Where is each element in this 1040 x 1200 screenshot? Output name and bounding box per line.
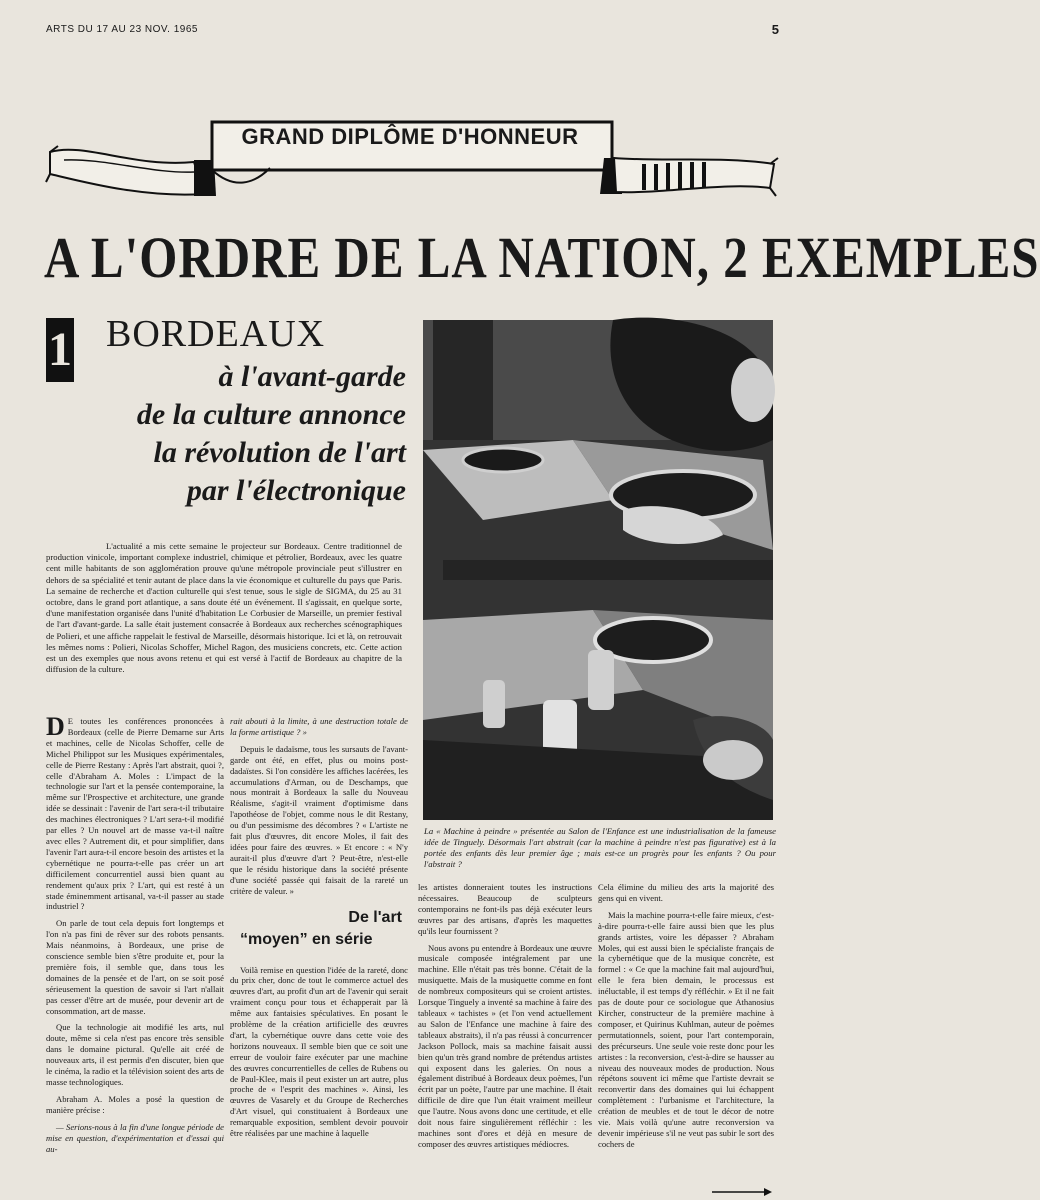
paragraph: Depuis le dadaïsme, tous les sursauts de l'avant-garde ont été, en effet, plus ou moins post-dadaïstes. Si l'on considère les affiches lacérées, les accumulations d'Arman, ou de Deschamps, que nous montrait à Bordeaux la salle du Nouveau Réalisme, s'agit-il vraiment d'optimisme dans l'apothéose de l'objet, comme nous le dit Restany, ou d'un pessimisme des décombres ? « L'artiste ne fait plus d'œuvres, dit encore Moles, il fait des idées pour faire des œuvres. » Et encore : « N'y aurait-il plus d'œuvre d'art ? Peut-être, n'est-elle que le résidu historique dans la société présente d'une société passée qui faisait de la rareté un critère de valeur. »	[230, 743, 408, 896]
article-column-4	[598, 882, 774, 1156]
subhead-line: de la culture annonce	[136, 398, 406, 431]
article-subhead	[46, 358, 406, 510]
paragraph: rait abouti à la limite, à une destruction totale de la forme artistique ? »	[230, 716, 408, 737]
article-kicker: BORDEAUX	[106, 313, 326, 355]
running-head: ARTS DU 17 AU 23 NOV. 1965	[46, 24, 198, 35]
banner-label: GRAND DIPLÔME D'HONNEUR	[241, 124, 579, 149]
paragraph: Que la technologie ait modifié les arts, nul doute, même si cela n'est pas encore très sensible dans le domaine pictural. Qu'elle ait créé de nouveaux arts, il est permis d'en discuter, bien que le cinéma, la radio et la télévision soient des arts de masse technologiques.	[46, 1022, 224, 1087]
paragraph: On parle de tout cela depuis fort longtemps et l'on n'a pas fini de rêver sur des robots pensants. Mais néanmoins, à Bordeaux, une prise de conscience semble bien s'être produite et, pour la première fois, il semble que, dans tous les domaines de la pensée et de l'art, on se soit posé sérieusement la question de savoir si l'art n'allait pas cesser d'être art de musée, pour devenir art de consommation, art de masse.	[46, 918, 224, 1016]
paragraph-text: E toutes les conférences prononcées à Bordeaux (celle de Pierre Demarne sur Arts et machines, celle de Nicolas Schoffer, celle de Michel Philippot sur les Musiques expérimentales, celle de Pierre Restany : Après l'art abstrait, quoi ?, celle d'Abraham A. Moles : L'impact de la technologie sur l'art et la pensée contemporaine, la même sur l'Prospective et architecture, une grande idée se dessinait : l'avenir de l'art sera-t-il tributaire des machines électroniques ? L'art sera-t-il modifié par elles ? Un nouvel art de masse va-t-il naître avec elles ? Autrement dit, et pour simplifier, dans l'avenir l'art aura-t-il encore besoin des artistes et la cybernétique ne pourra-t-elle pas créer un art difficilement concurrentiel aussi bien quant au rendement qu'aux prix ? L'art, qui est resté à un stade éminemment artisanal, va-t-il passer au stade industriel ?	[46, 716, 224, 912]
paragraph: — Serions-nous à la fin d'une longue période de mise en question, d'expérimentation et d'essai qui au-	[46, 1121, 224, 1154]
paragraph: Cela élimine du milieu des arts la majorité des gens qui en vivent.	[598, 882, 774, 903]
paragraph	[46, 712, 224, 912]
paragraph: Voilà remise en question l'idée de la rareté, donc du prix cher, donc de tout le commerce actuel des œuvres d'art, au profit d'un art de l'avenir qui serait vraiment conçu pour tous et échapperait par là même aux fantaisies spéculatives. En posant le problème de la création artificielle des œuvres d'art, la cybernétique ouvre dans cette voie des horizons nouveaux. Il semble bien que ce soit une erreur de vouloir faire exécuter par une machine des œuvres concurrentielles de celles de Rubens ou de Paul-Klee, mais il peut exister un art autre, plus proche de « l'esprit des machines ». Ainsi, les œuvres de Vasarely et du Groupe de Recherches d'Art visuel, qui constituaient à Bordeaux une remarquable exposition, semblent devoir pouvoir être réalisées par une machine à laquelle	[230, 964, 408, 1139]
article-subtitle	[230, 907, 408, 951]
article-column-1	[46, 712, 224, 1160]
paragraph: Nous avons pu entendre à Bordeaux une œuvre musicale composée intégralement par une machine. Elle n'était pas très bonne. C'était de la musiquette. Mais de la musiquette comme en font de nombreux compositeurs qui se croient artistes. Lorsque Tinguely a inventé sa machine à faire des tableaux « tachistes » (et l'on vend actuellement au Salon de l'Enfance une machine à faire des tableaux abstraits), il n'a pas réussi à concurrencer Jackson Pollock, mais sa machine faisait aussi bien qu'un très grand nombre de prétendus artistes qui exposent dans les galeries. On nous a également distribué à Bordeaux deux poèmes, l'un écrit par un poète, l'autre par une machine. Il était difficile de dire que l'un était vraiment meilleur que l'autre. Nous avons donc une certitude, et elle doit nous faire singulièrement réfléchir : les machines sont d'ores et déjà en mesure de composer des œuvres artistiques médiocres.	[418, 942, 592, 1149]
subhead-line: à l'avant-garde	[218, 360, 406, 393]
page-headline: A L'ORDRE DE LA NATION, 2 EXEMPLES	[44, 225, 1040, 291]
paragraph: les artistes donneraient toutes les instructions nécessaires. Beaucoup de sculpteurs contemporains ne font-ils pas déjà exécuter leurs œuvres par des artisans, d'après les maquettes qu'ils leur fournissent ?	[418, 882, 592, 936]
section-number-badge: 1	[46, 318, 74, 382]
drop-cap: D	[46, 712, 65, 741]
page-number: 5	[771, 22, 779, 37]
subtitle-line: “moyen” en série	[240, 930, 373, 948]
subhead-line: par l'électronique	[186, 474, 406, 507]
subhead-line: la révolution de l'art	[153, 436, 406, 469]
article-column-2	[230, 716, 408, 1145]
article-column-3	[418, 882, 592, 1156]
subtitle-line: De l'art	[348, 908, 402, 926]
continued-arrow-icon	[712, 1188, 772, 1196]
paragraph: Abraham A. Moles a posé la question de manière précise :	[46, 1093, 224, 1115]
painting-machine-photo	[423, 320, 773, 820]
photo-caption: La « Machine à peindre » présentée au Salon de l'Enfance est une industrialisation de la fameuse idée de Tinguely. Désormais l'art abstrait (car la machine à peindre n'est pas figurative) est à la portée des enfants dès leur premier âge ; mais est-ce un progrès pour les enfants ? Ou pour l'abstrait ?	[424, 826, 776, 869]
article-lede: L'actualité a mis cette semaine le projecteur sur Bordeaux. Centre traditionnel de production vinicole, important complexe industriel, chimique et pétrolier, Bordeaux, avec les quatre cent mille habitants de son agglomération prouve qu'une métropole provinciale peut s'illustrer en dehors de sa spécialité et tenir autant de place dans la vie économique et culturelle du pays que Paris. La semaine de recherche et d'action culturelle qui s'est tenue, sous le sigle de SIGMA, du 25 au 31 octobre, dans le grand port atlantique, a sans doute été un événement. Il s'agissait, en quelque sorte, d'une manifestation organisée dans l'unité d'habitation Le Corbusier de Marseille, un premier festival de l'art d'avant-garde. La salle était justement consacrée à Bordeaux aux recherches scénographiques de Polieri, et une affiche rappelait le festival de Marseille, désormais historique. Ici et là, on retrouvait les mêmes noms : Polieri, Nicolas Schoffer, Michel Ragon, des musiciens concrets, etc. Cette action est un des exemples que nous avons retenu et qui est versé à l'actif de Bordeaux au chapitre de la diffusion de la culture.	[46, 541, 402, 675]
paragraph: Mais la machine pourra-t-elle faire mieux, c'est-à-dire pourra-t-elle faire aussi bien que les plus grands artistes, voire les dépasser ? Abraham Moles, qui est aussi bien le spécialiste français de la cybernétique que de la musique concrète, est formel : « Ce que la machine fait mal aujourd'hui, elle le fera bien demain, le processus est inéluctable, il est temps d'y réfléchir. » Et il ne fait pas de doute pour ce sociologue que Athanosius Kircher, constructeur de la première machine à composer, et Quirinus Kuhlman, auteur de poèmes permutationnels, soient, pour l'art contemporain, des précurseurs. Une seule voie reste donc pour les artistes : la reconversion, c'est-à-dire se hausser au niveau des nouveaux modes de production. Nous répétons souvent ici même que l'artiste devrait se reconvertir dans des domaines qui lui échappent complètement : l'urbanisme et l'architecture, la création de meubles et de tout le décor de notre vie. Mais voilà qu'une autre reconversion va devenir impérieuse s'il ne veut pas subir le sort des cochers de	[598, 909, 774, 1149]
